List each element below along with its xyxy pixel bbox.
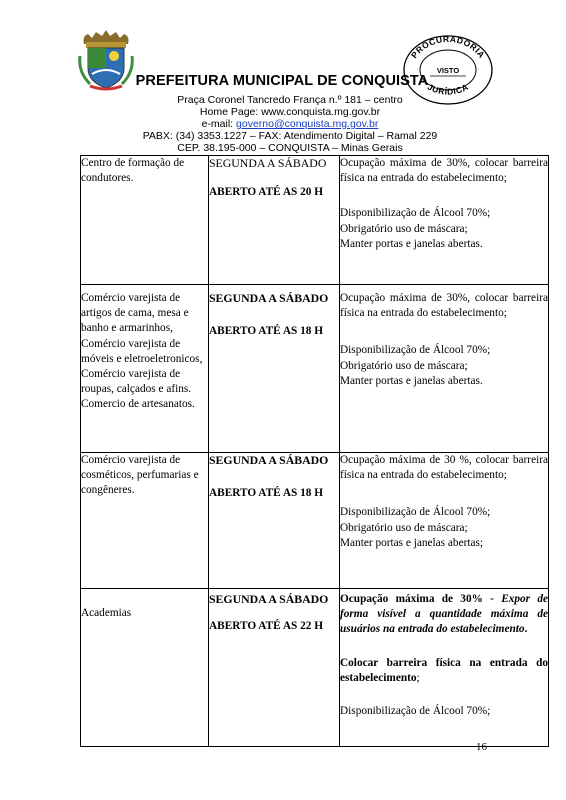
days-text: SEGUNDA A SÁBADO: [209, 453, 329, 467]
rule-ventilation: Manter portas e janelas abertas;: [340, 536, 484, 549]
activity-cell: [81, 453, 209, 589]
hours-text: ABERTO ATÉ AS 20 H: [209, 186, 324, 199]
days-text: SEGUNDA A SÁBADO: [209, 291, 329, 305]
activity-cell: [81, 156, 209, 285]
stamp-top-text: PROCURADORIA: [408, 33, 488, 61]
letterhead: [0, 0, 566, 158]
svg-text:PROCURADORIA: [409, 34, 487, 60]
hours-text: ABERTO ATÉ AS 22 H: [209, 620, 324, 633]
rule-alcohol: Disponibilização de Álcool 70%;: [340, 344, 491, 357]
table-row: [81, 453, 549, 589]
days-text: SEGUNDA A SÁBADO: [209, 592, 329, 606]
rule-occupancy-italic: Expor de forma visível a quantidade máxima de usuários na entrada do estabelecimento: [340, 593, 548, 636]
rules-cell: [340, 589, 549, 747]
rule-mask: Obrigatório uso de máscara;: [340, 359, 468, 372]
schedule-cell: [209, 589, 340, 747]
coat-of-arms-icon: [78, 26, 134, 92]
rules-table: [80, 155, 549, 747]
rule-barrier: [340, 656, 548, 686]
page-number: 16: [476, 741, 487, 753]
rules-cell: [340, 156, 549, 285]
days-text: SEGUNDA A SÁBADO: [209, 156, 327, 170]
rule-occupancy: [340, 592, 548, 638]
activity-cell: [81, 285, 209, 453]
rule-barrier-text: Colocar barreira física na entrada do estabelecimento: [340, 656, 548, 684]
schedule-cell: [209, 156, 340, 285]
rule-mask: Obrigatório uso de máscara;: [340, 222, 468, 235]
table-row: [81, 589, 549, 747]
page-title: PREFEITURA MUNICIPAL DE CONQUISTA: [135, 73, 429, 89]
header-homepage: Home Page: www.conquista.mg.gov.br: [199, 106, 381, 118]
rule-occupancy-bold: Ocupação máxima de 30% -: [340, 593, 502, 605]
activity-text: Comércio varejista de cosméticos, perfumarias e congêneres.: [81, 454, 199, 497]
rule-mask: Obrigatório uso de máscara;: [340, 521, 468, 534]
schedule-cell: [209, 285, 340, 453]
rule-ventilation: Manter portas e janelas abertas.: [340, 237, 483, 250]
header-address: Praça Coronel Tancredo França n.º 181 – centro: [177, 94, 403, 106]
rules-cell: [340, 285, 549, 453]
rule-occupancy: Ocupação máxima de 30 %, colocar barreira física na entrada do estabelecimento;: [340, 454, 548, 482]
activity-cell: [81, 589, 209, 747]
rule-occupancy: Ocupação máxima de 30%, colocar barreira física na entrada do estabelecimento;: [340, 157, 548, 185]
rule-occupancy-end: .: [524, 623, 528, 636]
header-cep: CEP. 38.195-000 – CONQUISTA – Minas Gerais: [177, 142, 403, 154]
activity-text: Centro de formação de condutores.: [81, 157, 185, 185]
table-row: [81, 285, 549, 453]
stamp-bottom-text: JURÍDICA: [425, 81, 471, 97]
rule-ventilation: Manter portas e janelas abertas.: [340, 374, 483, 387]
email-link[interactable]: governo@conquista.mg.gov.br: [236, 118, 379, 130]
activity-text: Comércio varejista de artigos de cama, mesa e banho e armarinhos, Comércio varejista de móveis e eletroeletronicos, Comércio varejista de roupas, calçados e afins. Comercio de artesanatos.: [81, 292, 203, 411]
stamp-mid-text: VISTO: [436, 66, 460, 75]
header-phones: PABX: (34) 3353.1227 – FAX: Atendimento Digital – Ramal 229: [142, 130, 438, 142]
rule-barrier-end: ;: [416, 671, 420, 684]
rule-alcohol: Disponibilização de Álcool 70%;: [340, 207, 491, 220]
header-email-line: [80, 118, 500, 130]
hours-text: ABERTO ATÉ AS 18 H: [209, 487, 324, 500]
schedule-cell: [209, 453, 340, 589]
rule-alcohol: Disponibilização de Álcool 70%;: [340, 705, 491, 718]
activity-text: Academias: [81, 607, 132, 619]
rule-alcohol: Disponibilização de Álcool 70%;: [340, 506, 491, 519]
hours-text: ABERTO ATÉ AS 18 H: [209, 325, 324, 338]
email-label: e-mail:: [201, 118, 237, 130]
rule-occupancy: Ocupação máxima de 30%, colocar barreira física na entrada do estabelecimento;: [340, 292, 548, 320]
table-row: [81, 156, 549, 285]
rules-cell: [340, 453, 549, 589]
